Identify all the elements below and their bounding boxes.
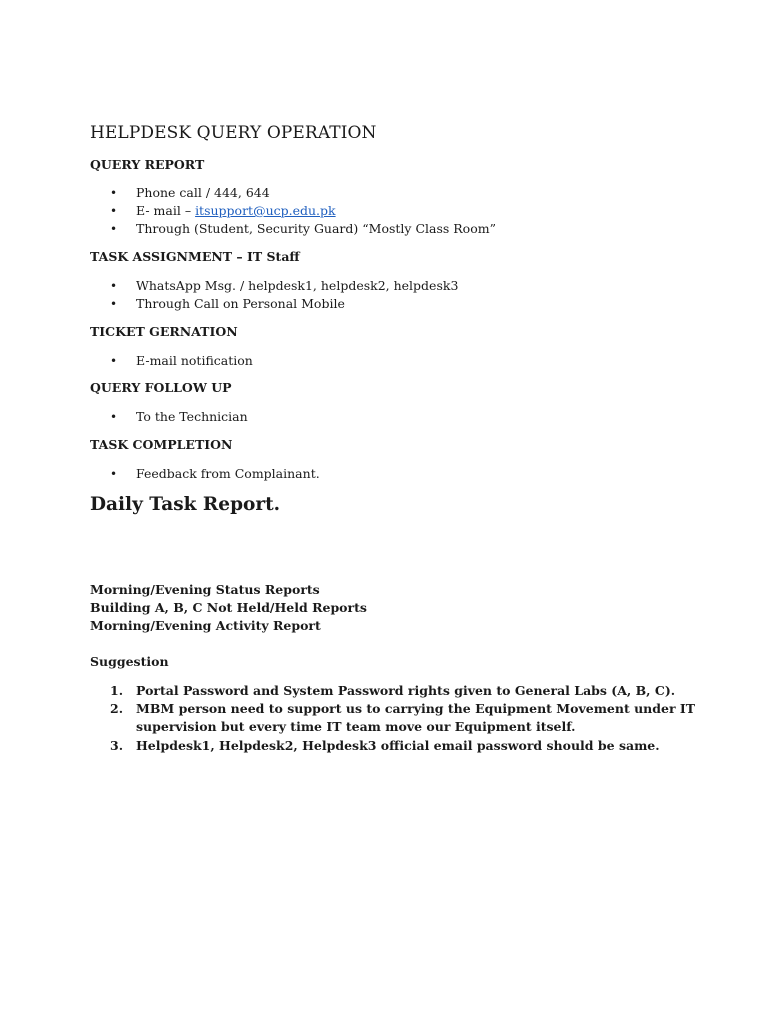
suggestion-text: MBM person need to support us to carrying the Equipment Movement under IT	[136, 701, 696, 716]
section-heading-query-report: QUERY REPORT	[90, 157, 205, 172]
bullet-icon: •	[110, 354, 118, 368]
email-link[interactable]: itsupport@ucp.edu.pk	[195, 203, 336, 218]
bullet-icon: •	[110, 297, 118, 311]
suggestion-heading: Suggestion	[90, 654, 169, 669]
list-item	[110, 465, 320, 483]
list-number: 1.	[110, 683, 124, 698]
report-line: Morning/Evening Activity Report	[90, 618, 321, 633]
suggestion-text: Portal Password and System Password rights given to General Labs (A, B, C).	[136, 683, 676, 698]
bullet-icon: •	[110, 222, 118, 236]
suggestion-text-continuation: supervision but every time IT team move our Equipment itself.	[136, 719, 576, 734]
daily-task-report-title: Daily Task Report.	[90, 494, 281, 515]
list-item	[110, 202, 336, 220]
list-item-text: E-mail notification	[136, 353, 253, 368]
list-item	[110, 277, 458, 295]
bullet-icon: •	[110, 467, 118, 481]
section-heading-query-follow-up: QUERY FOLLOW UP	[90, 380, 232, 395]
section-heading-ticket-gernation: TICKET GERNATION	[90, 324, 238, 339]
list-item	[110, 295, 345, 313]
section-heading-task-assignment: TASK ASSIGNMENT – IT Staff	[90, 249, 300, 264]
report-line: Building A, B, C Not Held/Held Reports	[90, 600, 367, 615]
list-item-text: Feedback from Complainant.	[136, 466, 320, 481]
list-item-text: Through Call on Personal Mobile	[136, 296, 345, 311]
bullet-icon: •	[110, 279, 118, 293]
bullet-icon: •	[110, 186, 118, 200]
list-number: 2.	[110, 701, 124, 716]
suggestion-item	[110, 737, 660, 755]
bullet-icon: •	[110, 204, 118, 218]
section-heading-task-completion: TASK COMPLETION	[90, 437, 233, 452]
list-item	[110, 352, 253, 370]
list-number: 3.	[110, 738, 124, 753]
bullet-icon: •	[110, 410, 118, 424]
list-item-text: Phone call / 444, 644	[136, 185, 270, 200]
list-item	[110, 408, 248, 426]
suggestion-item	[110, 682, 675, 700]
report-line: Morning/Evening Status Reports	[90, 582, 320, 597]
list-item-text: WhatsApp Msg. / helpdesk1, helpdesk2, helpdesk3	[136, 278, 459, 293]
list-item-text: Through (Student, Security Guard) “Mostly Class Room”	[136, 221, 496, 236]
document-title: HELPDESK QUERY OPERATION	[90, 123, 377, 143]
list-item	[110, 184, 270, 202]
list-item	[110, 220, 496, 238]
list-item-text: To the Technician	[136, 409, 248, 424]
suggestion-item	[110, 700, 695, 718]
list-item-text: E- mail –	[136, 203, 196, 218]
suggestion-text: Helpdesk1, Helpdesk2, Helpdesk3 official email password should be same.	[136, 738, 660, 753]
